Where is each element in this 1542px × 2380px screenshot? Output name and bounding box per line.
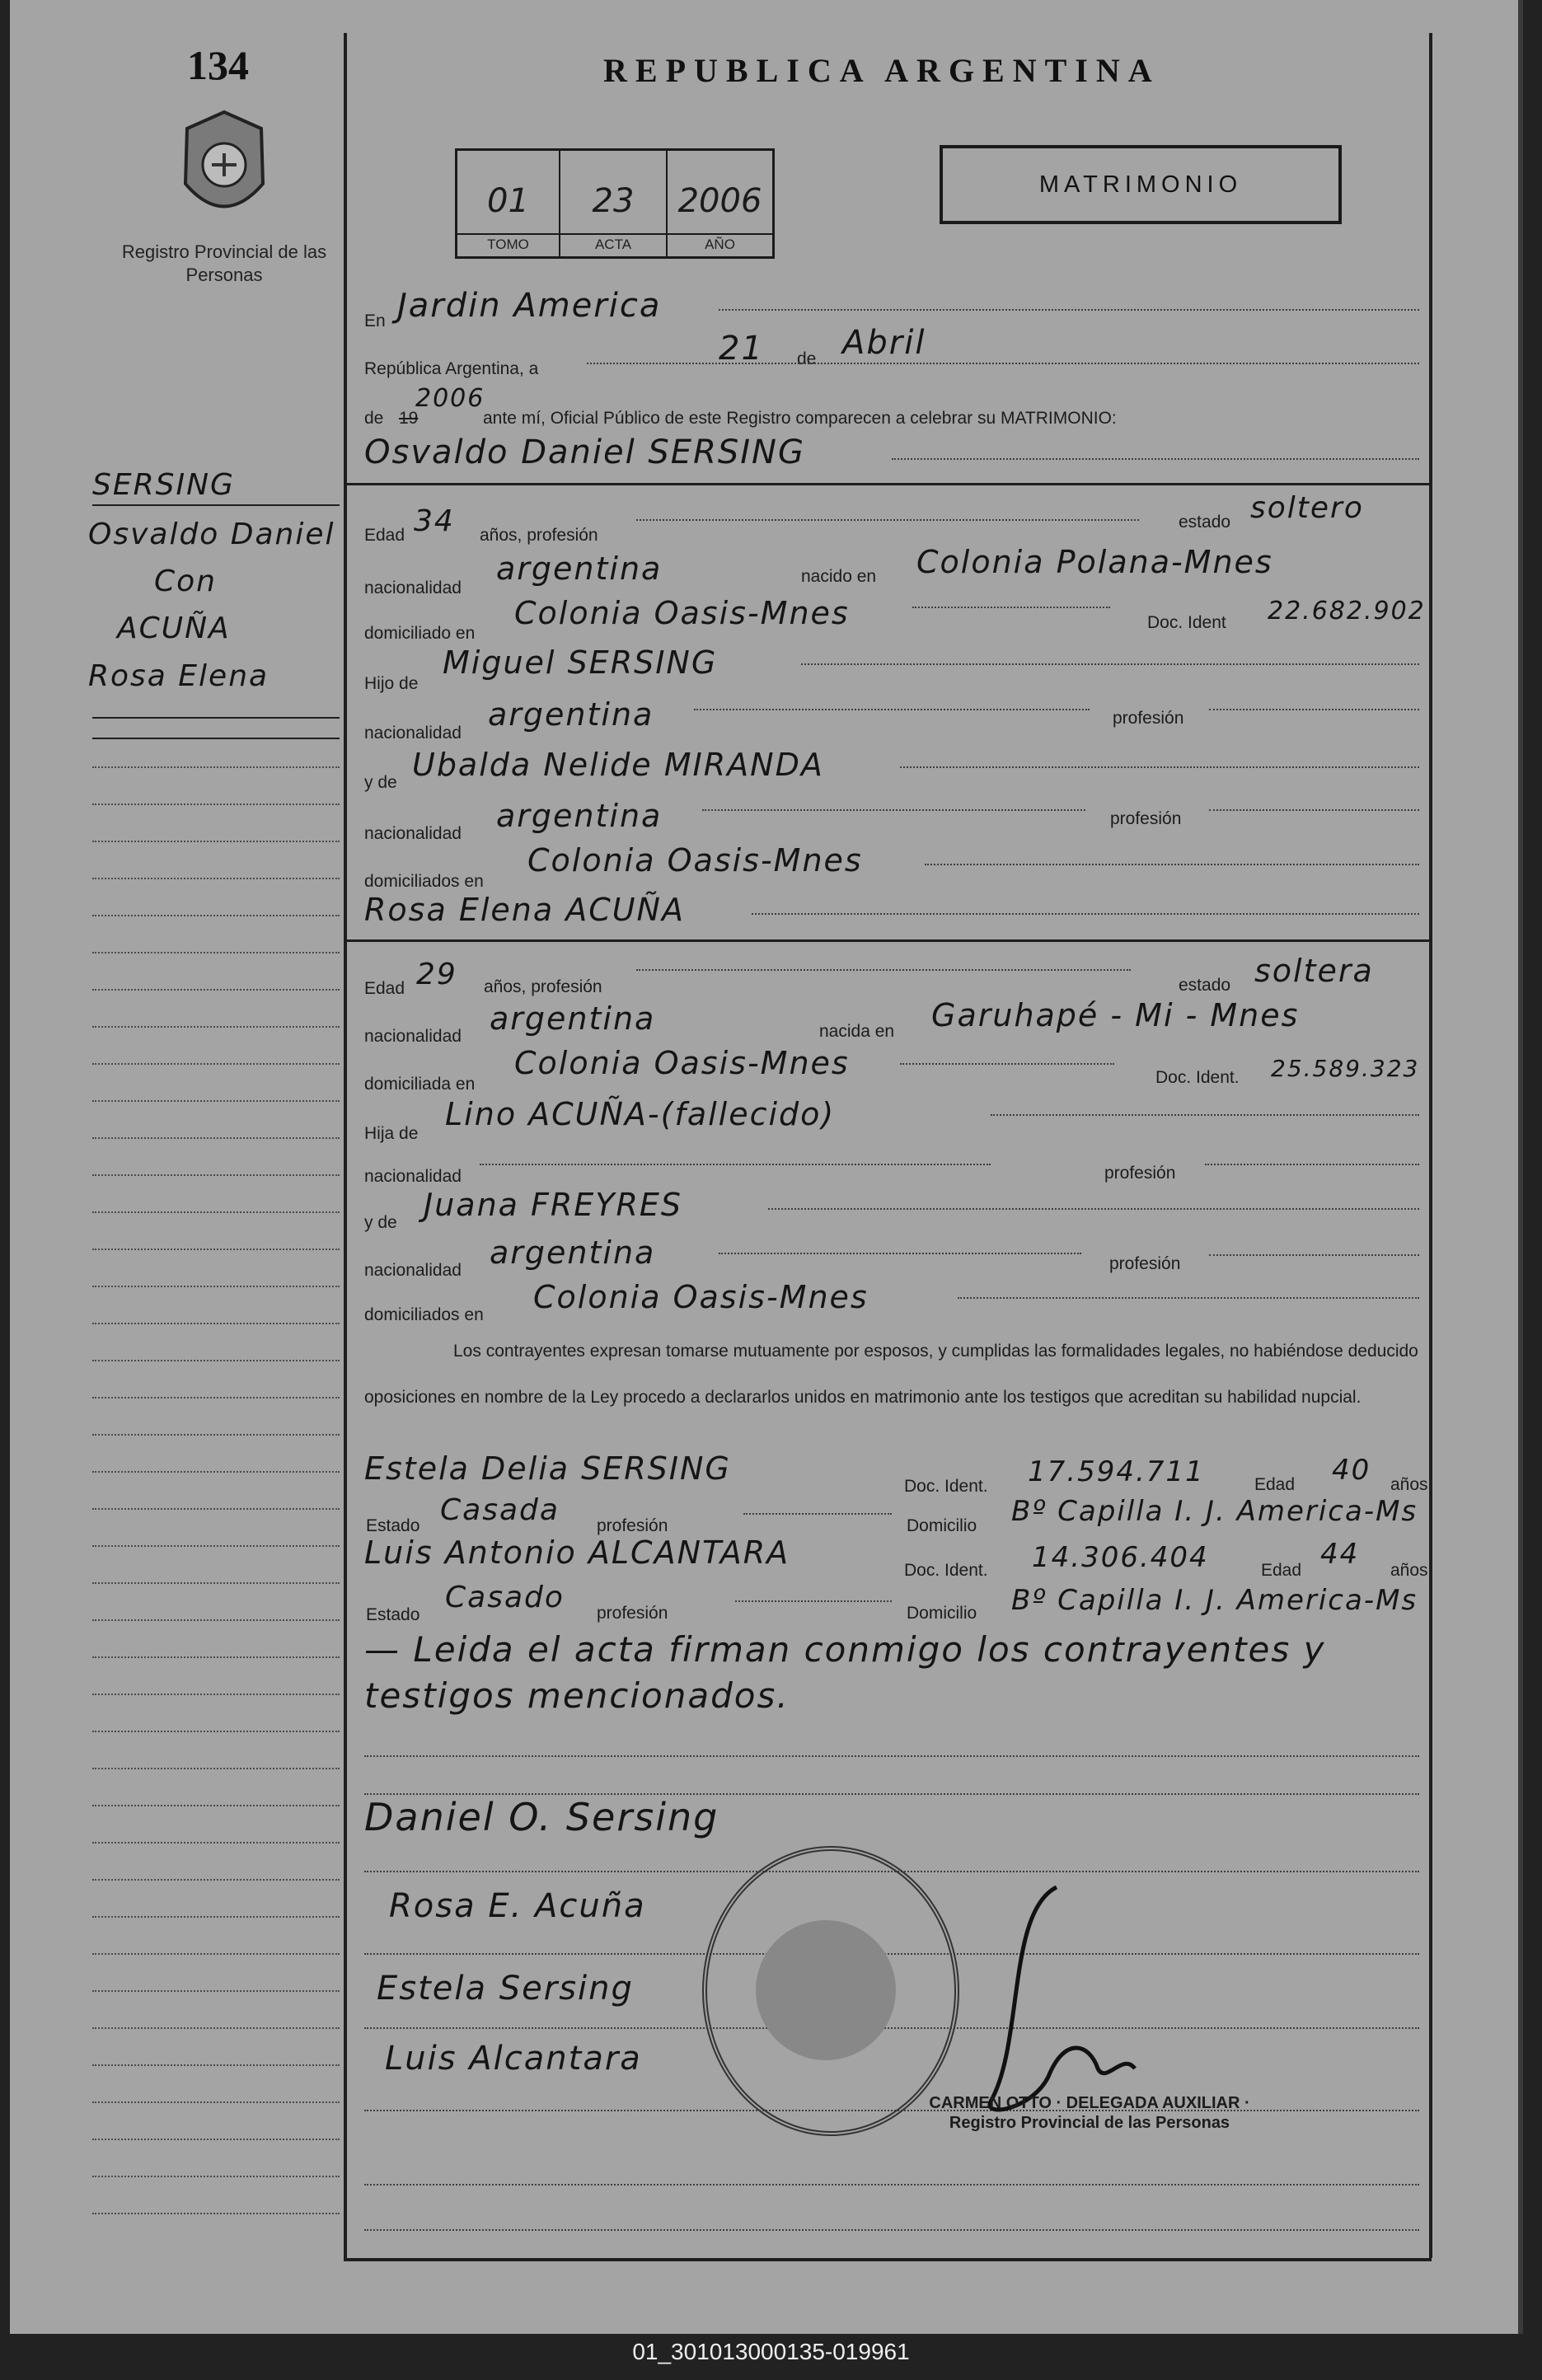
margin-given-names: Osvaldo Daniel (88, 518, 335, 551)
witness1-doc-label: Doc. Ident. (904, 1477, 988, 1496)
margin-bride-given-names: Rosa Elena (88, 659, 269, 693)
groom-yde-label: y de (364, 773, 397, 792)
acta-cell (560, 151, 668, 256)
witness2-edad-label: Edad (1261, 1561, 1302, 1580)
anio-label: AÑO (668, 233, 772, 253)
bride-padres-dom-label: domiciliados en (364, 1305, 484, 1324)
groom-padres-dom: Colonia Oasis-Mnes (527, 842, 863, 878)
bride-madre-prof-label: profesión (1109, 1254, 1181, 1273)
witness2-edad: 44 (1320, 1538, 1360, 1571)
groom-dom-label: domiciliado en (364, 624, 476, 643)
bottom-border (344, 2258, 1432, 2261)
bride-profesion-label: años, profesión (484, 977, 602, 996)
year-value: 2006 (415, 384, 485, 413)
witness2-prof-label: profesión (597, 1604, 668, 1623)
bride-estado: soltera (1254, 953, 1374, 989)
margin-divider (344, 33, 347, 2258)
witness1-estado: Casada (440, 1493, 560, 1527)
bride-yde-label: y de (364, 1213, 397, 1232)
month-value: Abril (842, 324, 926, 362)
margin-underline (92, 504, 340, 506)
witness1-prof-label: profesión (597, 1516, 668, 1535)
country-title: REPUBLICA ARGENTINA (603, 52, 1160, 89)
acta-value: 23 (592, 182, 635, 220)
certificate-page (10, 0, 1523, 2334)
margin-rule-2 (92, 738, 340, 739)
bride-doc: 25.589.323 (1271, 1055, 1420, 1082)
de-label: de (797, 349, 817, 368)
bride-padre-prof-label: profesión (1104, 1164, 1176, 1183)
groom-nacido: Colonia Polana-Mnes (916, 544, 1273, 580)
bride-padre: Lino ACUÑA-(fallecido) (445, 1096, 836, 1132)
tomo-value: 01 (487, 182, 529, 220)
anio-value: 2006 (677, 182, 762, 220)
de2-label: de (364, 409, 384, 428)
groom-estado: soltero (1250, 491, 1364, 525)
groom-section-rule (344, 483, 1432, 485)
official-signature-icon (958, 1879, 1172, 2126)
groom-nacionalidad: argentina (496, 550, 663, 587)
witness2-anios-label: años (1390, 1561, 1428, 1580)
registry-name: Registro Provincial de las Personas (121, 241, 327, 285)
signature-witness2: Luis Alcantara (385, 2040, 642, 2078)
groom-padre-nac: argentina (488, 696, 654, 733)
groom-domicilio: Colonia Oasis-Mnes (514, 595, 850, 631)
bride-nac-label: nacionalidad (364, 1027, 462, 1046)
groom-madre: Ubalda Nelide MIRANDA (412, 747, 824, 783)
bride-doc-label: Doc. Ident. (1155, 1068, 1240, 1087)
groom-madre-prof-label: profesión (1110, 809, 1182, 828)
signature-groom: Daniel O. Sersing (364, 1795, 719, 1839)
witness1-name: Estela Delia SERSING (364, 1450, 731, 1487)
groom-edad: 34 (414, 504, 455, 538)
groom-padres-dom-label: domiciliados en (364, 872, 484, 891)
right-border (1429, 33, 1432, 2258)
bride-madre-nac: argentina (490, 1235, 656, 1271)
tomo-cell (457, 151, 560, 256)
place-value: Jardin America (397, 287, 662, 325)
bride-madre-nac-label: nacionalidad (364, 1261, 462, 1280)
tomo-label: TOMO (457, 233, 559, 253)
anio-cell (668, 151, 772, 256)
footer-id: 01_301013000135-019961 (632, 2339, 910, 2364)
republica-label: República Argentina, a (364, 359, 539, 378)
groom-nac-label: nacionalidad (364, 579, 462, 597)
margin-rule-1 (92, 717, 340, 719)
witness2-estado: Casado (445, 1581, 565, 1614)
witness1-edad: 40 (1332, 1454, 1371, 1487)
groom-profesion-label: años, profesión (480, 526, 598, 545)
groom-estado-label: estado (1179, 513, 1231, 532)
witness1-anios-label: años (1390, 1475, 1428, 1494)
page-number: 134 (187, 42, 249, 88)
witness1-edad-label: Edad (1254, 1475, 1296, 1494)
groom-padre-prof-label: profesión (1113, 709, 1184, 728)
bride-section-rule (344, 939, 1432, 942)
witness1-estado-label: Estado (366, 1516, 420, 1535)
coat-of-arms-icon (171, 105, 278, 237)
bride-estado-label: estado (1179, 976, 1231, 995)
bride-domicilio: Colonia Oasis-Mnes (514, 1045, 850, 1081)
bride-edad-label: Edad (364, 979, 405, 998)
groom-padre-nac-label: nacionalidad (364, 724, 462, 743)
witness2-name: Luis Antonio ALCANTARA (364, 1534, 790, 1571)
closing-note: — Leida el acta firman conmigo los contrayentes y testigos mencionados. (364, 1629, 1326, 1716)
witness1-domicilio: Bº Capilla I. J. America-Ms (1011, 1495, 1418, 1528)
witness1-doc: 17.594.711 (1028, 1455, 1205, 1488)
bride-edad: 29 (416, 958, 457, 991)
official-stamp: CARMEN OTTO · DELEGADA AUXILIAR · Registro Provincial de las Personas (929, 2094, 1250, 2132)
margin-surname: SERSING (92, 468, 235, 502)
margin-bride-surname: ACUÑA (117, 611, 231, 645)
record-number-box (455, 148, 775, 259)
groom-madre-nac-label: nacionalidad (364, 824, 462, 843)
witness2-doc: 14.306.404 (1032, 1541, 1209, 1574)
intro-text: ante mí, Oficial Público de este Registro comparecen a celebrar su MATRIMONIO: (483, 409, 1117, 428)
witness2-doc-label: Doc. Ident. (904, 1561, 988, 1580)
groom-edad-label: Edad (364, 526, 405, 545)
witness2-dom-label: Domicilio (907, 1604, 977, 1623)
witness2-domicilio: Bº Capilla I. J. America-Ms (1011, 1584, 1418, 1617)
seal-center (756, 1920, 896, 2060)
groom-nacido-label: nacido en (801, 567, 877, 586)
bride-madre: Juana FREYRES (424, 1187, 683, 1223)
groom-madre-nac: argentina (496, 798, 663, 834)
declaration-text: Los contrayentes expresan tomarse mutuamente por esposos, y cumplidas las formalidades legales, no habiéndose deducido oposiciones en nombre de la Ley procedo a declararlos unidos en matrimonio ante los testigos que acreditan su habilidad nupcial. (364, 1342, 1418, 1407)
groom-name: Osvaldo Daniel SERSING (364, 433, 805, 471)
bride-hija-label: Hija de (364, 1124, 419, 1143)
witness1-dom-label: Domicilio (907, 1516, 977, 1535)
signature-bride: Rosa E. Acuña (389, 1887, 646, 1925)
groom-doc: 22.682.902 (1268, 597, 1426, 625)
bride-nacida-label: nacida en (819, 1022, 895, 1041)
bride-nacionalidad: argentina (490, 1000, 656, 1037)
en-label: En (364, 312, 386, 330)
bride-name: Rosa Elena ACUÑA (364, 892, 685, 928)
signature-witness1: Estela Sersing (377, 1970, 634, 2008)
margin-con: Con (154, 565, 217, 598)
year-struck: 19 (399, 409, 419, 428)
groom-hijo-label: Hijo de (364, 674, 419, 693)
bride-padres-dom: Colonia Oasis-Mnes (533, 1279, 869, 1315)
groom-doc-label: Doc. Ident (1147, 613, 1226, 632)
bride-padre-nac-label: nacionalidad (364, 1167, 462, 1186)
document-type: MATRIMONIO (940, 145, 1342, 224)
day-value: 21 (719, 330, 764, 368)
groom-padre: Miguel SERSING (443, 644, 718, 681)
bride-dom-label: domiciliada en (364, 1075, 476, 1094)
witness2-estado-label: Estado (366, 1605, 420, 1624)
bride-nacida: Garuhapé - Mi - Mnes (931, 997, 1300, 1033)
acta-label: ACTA (560, 233, 666, 253)
